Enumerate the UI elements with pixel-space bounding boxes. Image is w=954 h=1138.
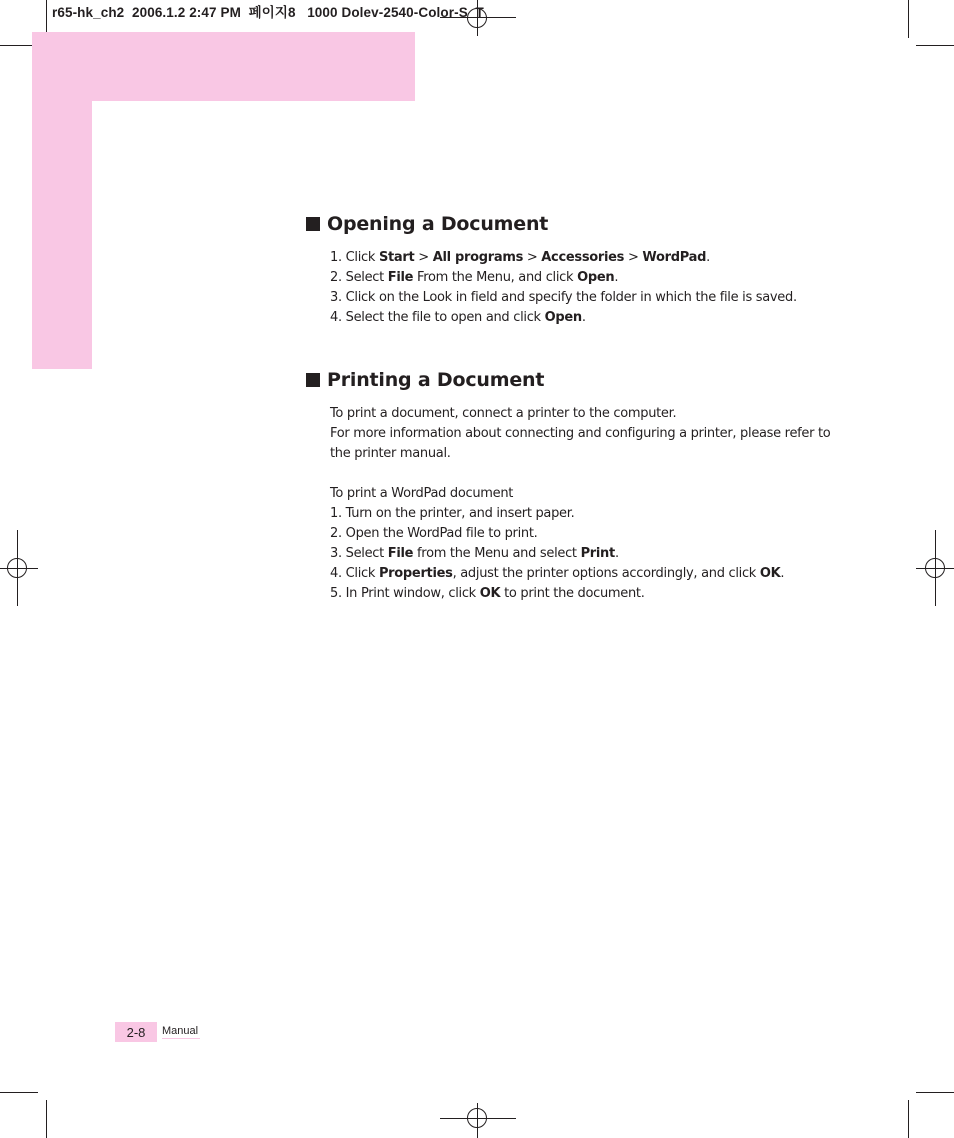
footer-label: Manual — [162, 1025, 199, 1037]
text-line: 3. Select File from the Menu and select Print. — [330, 546, 619, 561]
text-line: 1. Click Start > All programs > Accessories > WordPad. — [330, 250, 710, 265]
crop-mark — [916, 1092, 954, 1093]
text-line: To print a WordPad document — [330, 486, 514, 501]
page-number: 2-8 — [115, 1022, 157, 1042]
text-line: 4. Select the file to open and click Open. — [330, 310, 586, 325]
registration-circle — [467, 1108, 487, 1128]
text-line: To print a document, connect a printer to the computer. — [330, 406, 677, 421]
crop-mark — [908, 1100, 909, 1138]
section-title-text: Printing a Document — [327, 369, 545, 391]
printing-body-list — [330, 404, 831, 604]
bold-term: Accessories — [541, 250, 625, 265]
text-line: the printer manual. — [330, 446, 451, 461]
bold-term: File — [387, 546, 414, 561]
accent-block-top — [32, 32, 415, 101]
section-title-printing — [306, 368, 544, 392]
section-title-opening — [306, 212, 548, 236]
text-line: 2. Open the WordPad file to print. — [330, 526, 538, 541]
square-bullet-icon — [306, 373, 320, 387]
square-bullet-icon — [306, 217, 320, 231]
text-line: 1. Turn on the printer, and insert paper. — [330, 506, 575, 521]
bold-term: OK — [479, 586, 501, 601]
bold-term: Open — [544, 310, 582, 325]
bold-term: File — [387, 270, 414, 285]
bold-term: OK — [759, 566, 781, 581]
bold-term: Print — [580, 546, 615, 561]
text-line: 3. Click on the Look in field and specify the folder in which the file is saved. — [330, 290, 797, 305]
registration-circle — [925, 558, 945, 578]
print-slug: r65-hk_ch2 2006.1.2 2:47 PM 페이지8 1000 Dolev-2540-Color-S T — [52, 5, 484, 20]
text-line: 5. In Print window, click OK to print the document. — [330, 586, 645, 601]
crop-mark — [0, 1092, 38, 1093]
opening-steps-list — [330, 248, 820, 328]
bold-term: WordPad — [642, 250, 707, 265]
text-line — [330, 464, 820, 484]
text-line: For more information about connecting and configuring a printer, please refer to — [330, 426, 831, 441]
crop-mark — [908, 0, 909, 38]
crop-mark — [916, 45, 954, 46]
bold-term: Start — [378, 250, 415, 265]
text-line: 4. Click Properties, adjust the printer options accordingly, and click OK. — [330, 566, 785, 581]
bold-term: Properties — [378, 566, 453, 581]
bold-term: Open — [577, 270, 615, 285]
bold-term: All programs — [432, 250, 524, 265]
text-line: 2. Select File From the Menu, and click Open. — [330, 270, 619, 285]
section-title-text: Opening a Document — [327, 213, 549, 235]
registration-circle — [7, 558, 27, 578]
crop-mark — [46, 1100, 47, 1138]
accent-block-left — [32, 101, 92, 369]
